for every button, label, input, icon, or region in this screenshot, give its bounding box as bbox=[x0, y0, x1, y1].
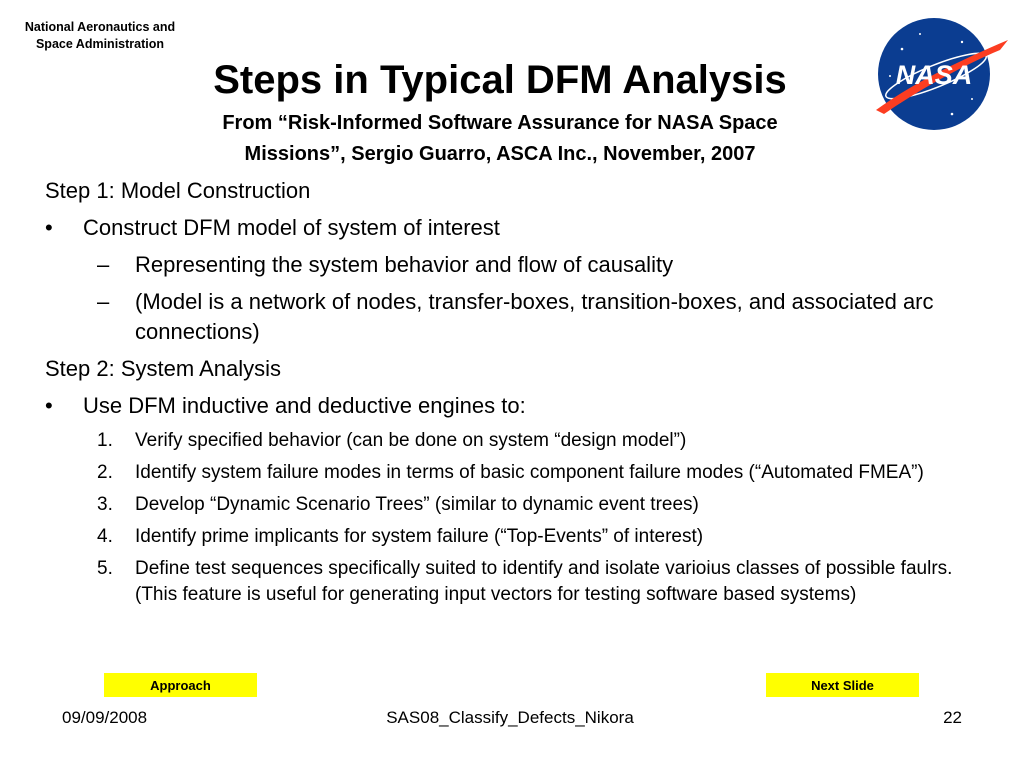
subitem-text: Representing the system behavior and flow of causality bbox=[135, 252, 674, 277]
slide-subtitle bbox=[90, 108, 910, 170]
footer-filename: SAS08_Classify_Defects_Nikora bbox=[386, 708, 634, 727]
numbered-item bbox=[45, 556, 985, 608]
number-marker: 3. bbox=[97, 494, 113, 515]
subtitle-line-2: Missions”, Sergio Guarro, ASCA Inc., November, 2007 bbox=[244, 143, 756, 165]
dash-marker: – bbox=[97, 289, 110, 314]
numbered-item bbox=[45, 492, 985, 518]
slide-body bbox=[45, 176, 985, 614]
bullet-text: Use DFM inductive and deductive engines to: bbox=[83, 393, 526, 418]
dash-marker: – bbox=[97, 252, 110, 277]
numbered-text: Verify specified behavior (can be done on system “design model”) bbox=[135, 430, 687, 451]
subitem-text: (Model is a network of nodes, transfer-boxes, transition-boxes, and associated arc connections) bbox=[135, 289, 934, 344]
bullet-marker: • bbox=[45, 393, 53, 418]
step-1-subitem bbox=[45, 250, 985, 280]
next-slide-button[interactable]: Next Slide bbox=[766, 673, 919, 697]
number-marker: 5. bbox=[97, 558, 113, 579]
numbered-item bbox=[45, 524, 985, 550]
numbered-item bbox=[45, 428, 985, 454]
organization-name bbox=[10, 19, 190, 53]
number-marker: 4. bbox=[97, 526, 113, 547]
slide-title: Steps in Typical DFM Analysis bbox=[213, 58, 787, 102]
step-1-subitem bbox=[45, 287, 985, 347]
org-line-1: National Aeronautics and bbox=[24, 20, 176, 34]
step-1-bullet bbox=[45, 213, 985, 243]
bullet-marker: • bbox=[45, 215, 53, 240]
step-2-heading: Step 2: System Analysis bbox=[45, 356, 281, 381]
subtitle-line-1: From “Risk-Informed Software Assurance for NASA Space bbox=[222, 112, 778, 134]
numbered-text: Develop “Dynamic Scenario Trees” (similar to dynamic event trees) bbox=[135, 494, 699, 515]
step-2-bullet bbox=[45, 391, 985, 421]
number-marker: 2. bbox=[97, 462, 113, 483]
number-marker: 1. bbox=[97, 430, 113, 451]
footer-date: 09/09/2008 bbox=[62, 708, 148, 727]
org-line-2: Space Administration bbox=[35, 37, 165, 51]
step-1-heading: Step 1: Model Construction bbox=[45, 178, 311, 203]
numbered-text: Define test sequences specifically suited to identify and isolate varioius classes of possible faulrs. (This feature is useful for generating input vectors for testing software based systems) bbox=[135, 558, 953, 605]
numbered-text: Identify system failure modes in terms of basic component failure modes (“Automated FMEA”) bbox=[135, 462, 924, 483]
bullet-text: Construct DFM model of system of interest bbox=[83, 215, 500, 240]
numbered-item bbox=[45, 460, 985, 486]
approach-button[interactable]: Approach bbox=[104, 673, 257, 697]
numbered-text: Identify prime implicants for system failure (“Top-Events” of interest) bbox=[135, 526, 704, 547]
nasa-logo-text: NASA bbox=[895, 60, 973, 90]
page-number: 22 bbox=[943, 708, 962, 727]
